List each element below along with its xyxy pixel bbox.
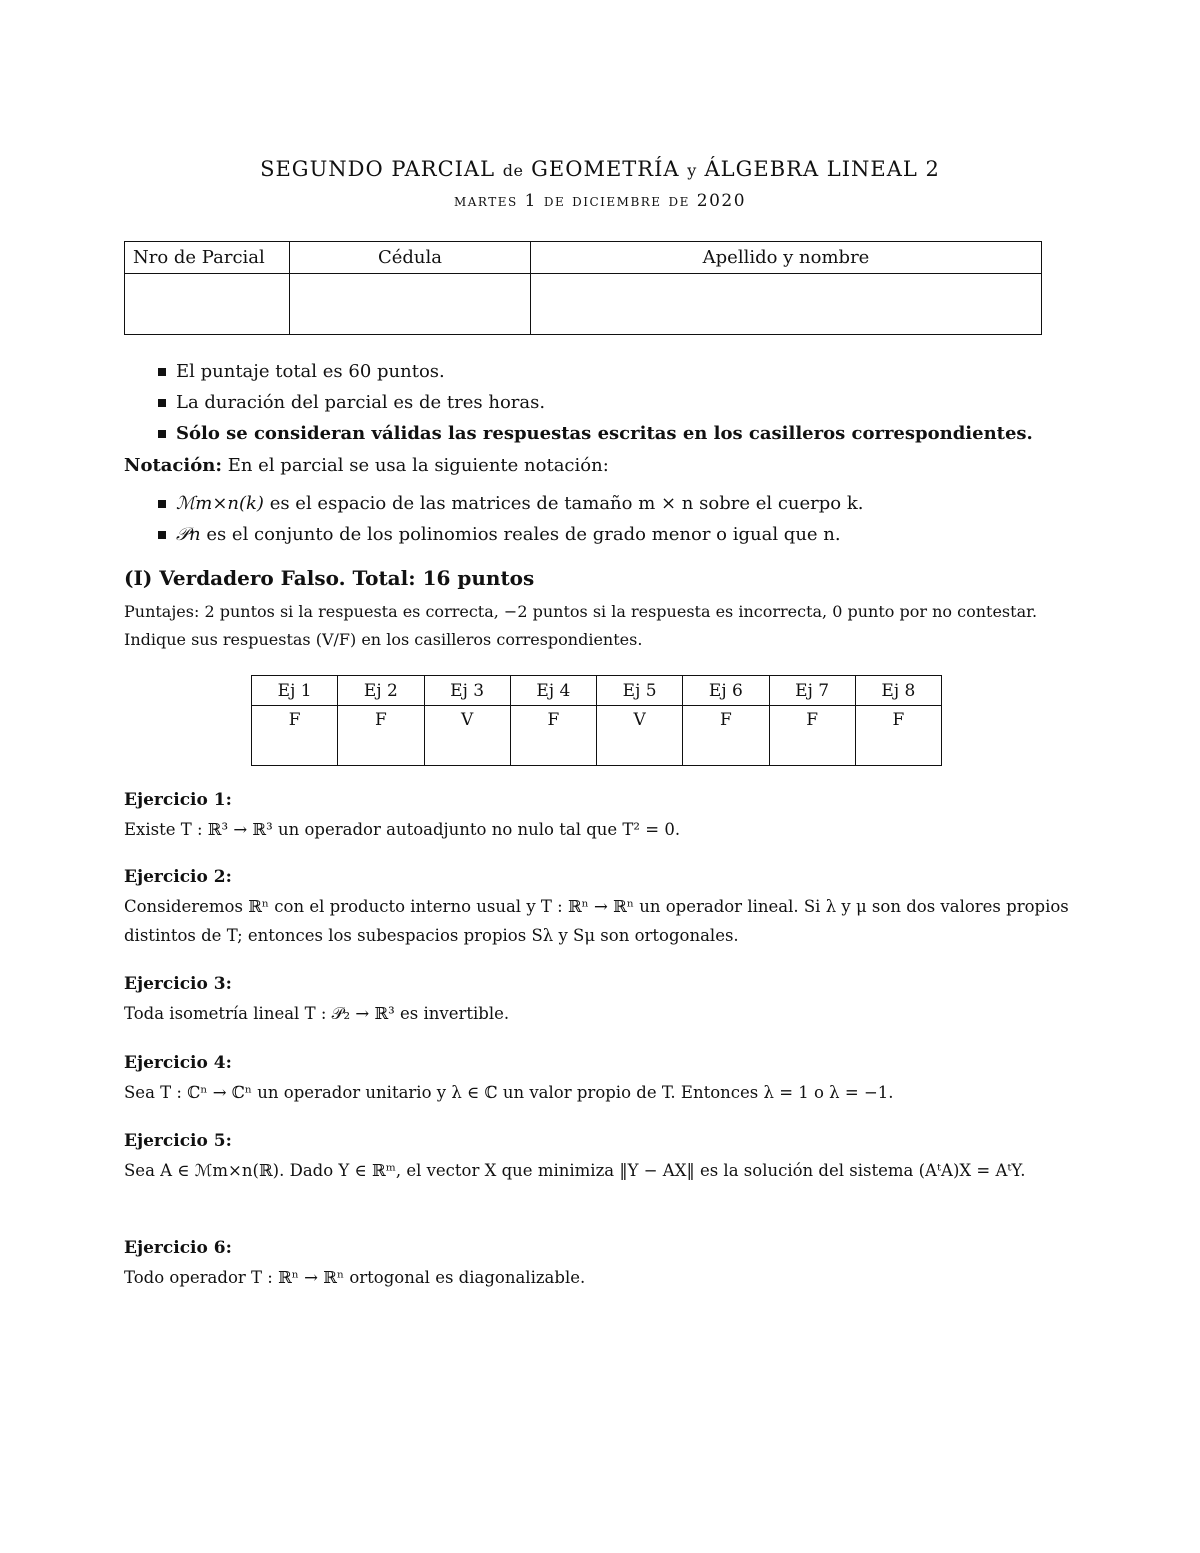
exercise-title: Ejercicio 2: xyxy=(124,867,232,887)
notation-symbol: 𝒫n xyxy=(176,524,201,545)
notation-label: Notación: xyxy=(124,455,222,476)
title-part2: GEOMETRÍA xyxy=(531,157,680,181)
student-id-table xyxy=(124,241,1042,335)
answer-cell[interactable]: V xyxy=(597,706,683,766)
answer-header: Ej 1 xyxy=(252,676,338,706)
instruction-line: Indique sus respuestas (V/F) en los casilleros correspondientes. xyxy=(124,630,643,649)
answer-header: Ej 4 xyxy=(510,676,596,706)
notation-list xyxy=(176,492,863,554)
exercise-1 xyxy=(124,786,1074,844)
title-y: y xyxy=(687,161,697,180)
notation-desc: es el conjunto de los polinomios reales de grado menor o igual que n. xyxy=(206,524,841,545)
exercise-text: Todo operador T : ℝⁿ → ℝⁿ ortogonal es diagonalizable. xyxy=(124,1268,586,1287)
apellido-nombre-field[interactable] xyxy=(531,274,1042,335)
exercise-title: Ejercicio 6: xyxy=(124,1238,232,1258)
nro-parcial-field[interactable] xyxy=(125,274,290,335)
exercise-title: Ejercicio 1: xyxy=(124,790,232,810)
notation-item xyxy=(176,523,863,554)
notation-text: En el parcial se usa la siguiente notación: xyxy=(227,455,609,476)
title-part1: SEGUNDO PARCIAL xyxy=(260,157,496,181)
answer-cell[interactable]: V xyxy=(424,706,510,766)
cedula-field[interactable] xyxy=(290,274,531,335)
exercise-text: Consideremos ℝⁿ con el producto interno usual y T : ℝⁿ → ℝⁿ un operador lineal. Si λ y μ son dos valores propios distintos de T; entonces los subespacios propios Sλ y Sμ son ortogonales. xyxy=(124,897,1069,945)
answer-header: Ej 2 xyxy=(338,676,424,706)
scoring-line: Puntajes: 2 puntos si la respuesta es correcta, −2 puntos si la respuesta es incorrecta, 0 punto por no contestar. xyxy=(124,602,1038,621)
exercise-6 xyxy=(124,1234,1074,1292)
title-de: de xyxy=(502,161,524,180)
exam-date: martes 1 de diciembre de 2020 xyxy=(453,191,747,211)
rule-item: La duración del parcial es de tres horas. xyxy=(176,391,1033,422)
notation-line xyxy=(124,455,609,476)
col-nro-parcial: Nro de Parcial xyxy=(125,242,290,274)
exercise-text: Existe T : ℝ³ → ℝ³ un operador autoadjunto no nulo tal que T² = 0. xyxy=(124,820,681,839)
exercise-2 xyxy=(124,863,1074,950)
section-title: (I) Verdadero Falso. Total: 16 puntos xyxy=(124,566,535,590)
answer-header: Ej 5 xyxy=(597,676,683,706)
exercise-4 xyxy=(124,1049,1074,1107)
col-cedula: Cédula xyxy=(290,242,531,274)
answer-header: Ej 8 xyxy=(855,676,941,706)
answer-cell[interactable]: F xyxy=(683,706,769,766)
answer-cell[interactable]: F xyxy=(769,706,855,766)
rules-list xyxy=(176,360,1033,453)
answer-header: Ej 7 xyxy=(769,676,855,706)
notation-symbol: ℳm×n(k) xyxy=(176,493,264,514)
exercise-title: Ejercicio 4: xyxy=(124,1053,232,1073)
notation-desc: es el espacio de las matrices de tamaño m × n sobre el cuerpo k. xyxy=(269,493,864,514)
answer-cell[interactable]: F xyxy=(510,706,596,766)
page-title xyxy=(0,157,1200,181)
title-part3: ÁLGEBRA LINEAL 2 xyxy=(704,157,940,181)
answer-cell[interactable]: F xyxy=(252,706,338,766)
notation-item xyxy=(176,492,863,523)
exercise-title: Ejercicio 5: xyxy=(124,1131,232,1151)
col-apellido-nombre: Apellido y nombre xyxy=(531,242,1042,274)
exercise-text: Sea A ∈ ℳm×n(ℝ). Dado Y ∈ ℝᵐ, el vector X que minimiza ‖Y − AX‖ es la solución del sistema (AᵗA)X = AᵗY. xyxy=(124,1161,1026,1180)
answer-cell[interactable]: F xyxy=(338,706,424,766)
answer-header: Ej 3 xyxy=(424,676,510,706)
exercise-title: Ejercicio 3: xyxy=(124,974,232,994)
answer-cell[interactable]: F xyxy=(855,706,941,766)
rule-item: El puntaje total es 60 puntos. xyxy=(176,360,1033,391)
answer-header: Ej 6 xyxy=(683,676,769,706)
exercise-5 xyxy=(124,1127,1074,1185)
rule-item: Sólo se consideran válidas las respuestas escritas en los casilleros correspondientes. xyxy=(176,422,1033,453)
exercise-3 xyxy=(124,970,1074,1028)
answers-table xyxy=(251,675,942,766)
scoring-info xyxy=(124,598,1037,654)
exercise-text: Toda isometría lineal T : 𝒫₂ → ℝ³ es invertible. xyxy=(124,1004,510,1023)
exercise-text: Sea T : ℂⁿ → ℂⁿ un operador unitario y λ ∈ ℂ un valor propio de T. Entonces λ = 1 o λ = −1. xyxy=(124,1083,894,1102)
